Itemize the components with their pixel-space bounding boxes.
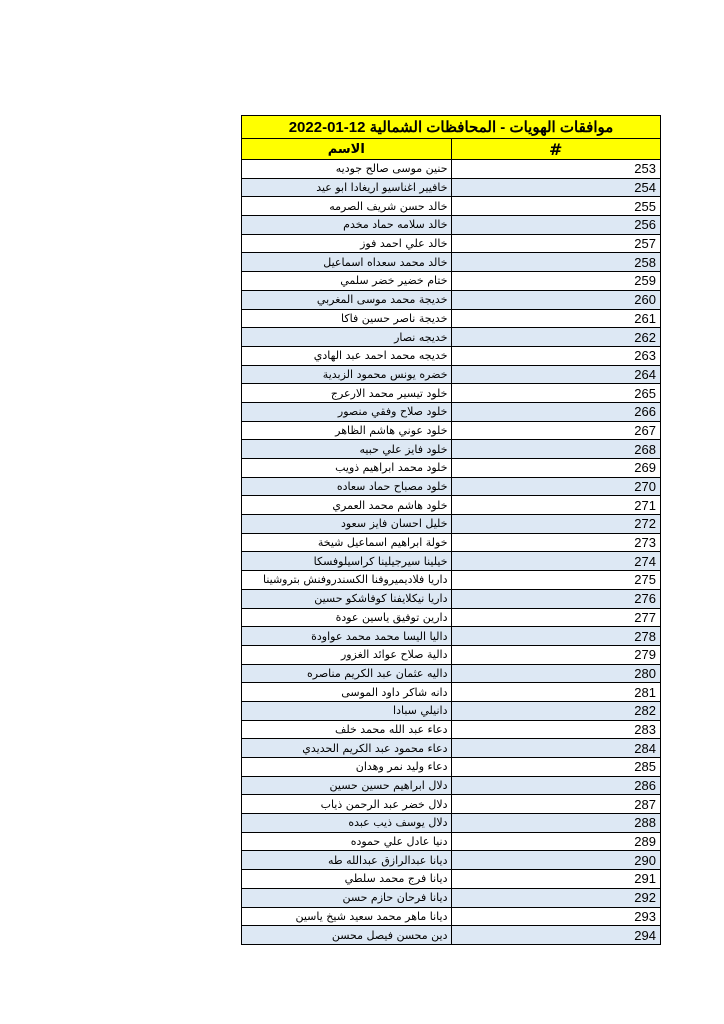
table-row <box>242 776 661 795</box>
table-row <box>242 496 661 515</box>
row-number: 290 <box>451 851 661 870</box>
row-number: 285 <box>451 758 661 777</box>
row-number: 287 <box>451 795 661 814</box>
table-row <box>242 328 661 347</box>
row-name: خلود فايز علي حبيه <box>242 440 452 459</box>
row-number: 282 <box>451 701 661 720</box>
table-row <box>242 421 661 440</box>
row-number: 264 <box>451 365 661 384</box>
row-name: ديانا ماهر محمد سعيد شيخ ياسين <box>242 907 452 926</box>
row-number: 253 <box>451 160 661 179</box>
row-number: 293 <box>451 907 661 926</box>
number-column-header: # <box>451 139 661 160</box>
row-number: 286 <box>451 776 661 795</box>
row-number: 268 <box>451 440 661 459</box>
table-row <box>242 440 661 459</box>
row-number: 270 <box>451 477 661 496</box>
row-name: خالد حسن شريف الصرمه <box>242 197 452 216</box>
table-row <box>242 832 661 851</box>
row-number: 266 <box>451 402 661 421</box>
row-name: دلال ابراهيم حسين حسين <box>242 776 452 795</box>
table-row <box>242 645 661 664</box>
table-row <box>242 926 661 945</box>
table-row <box>242 739 661 758</box>
table-row <box>242 758 661 777</box>
row-name: دين محسن فيصل محسن <box>242 926 452 945</box>
table-row <box>242 515 661 534</box>
row-name: دعاء محمود عبد الكريم الحديدي <box>242 739 452 758</box>
row-name: خالد علي احمد فوز <box>242 234 452 253</box>
row-number: 289 <box>451 832 661 851</box>
row-name: داريا نيكلايفنا كوفاشكو حسين <box>242 589 452 608</box>
table-row <box>242 459 661 478</box>
row-number: 257 <box>451 234 661 253</box>
row-name: خلود تيسير محمد الارعرج <box>242 384 452 403</box>
row-number: 269 <box>451 459 661 478</box>
row-number: 278 <box>451 627 661 646</box>
table-row <box>242 365 661 384</box>
row-name: دارين توفيق ياسين عودة <box>242 608 452 627</box>
row-number: 261 <box>451 309 661 328</box>
row-number: 255 <box>451 197 661 216</box>
row-number: 277 <box>451 608 661 627</box>
table-row <box>242 608 661 627</box>
row-name: خالد سلامه حماد مخدم <box>242 216 452 235</box>
row-number: 279 <box>451 645 661 664</box>
row-name: دانيلي سبادا <box>242 701 452 720</box>
row-number: 263 <box>451 346 661 365</box>
row-name: خديجه محمد احمد عبد الهادي <box>242 346 452 365</box>
table-row <box>242 552 661 571</box>
row-number: 272 <box>451 515 661 534</box>
row-name: دعاء عبد الله محمد خلف <box>242 720 452 739</box>
table-row <box>242 627 661 646</box>
row-number: 259 <box>451 272 661 291</box>
table-row <box>242 477 661 496</box>
table-row <box>242 701 661 720</box>
row-name: خالد محمد سعداه اسماعيل <box>242 253 452 272</box>
row-name: ديانا عبدالرازق عبدالله طه <box>242 851 452 870</box>
table-row <box>242 589 661 608</box>
row-name: دعاء وليد نمر وهدان <box>242 758 452 777</box>
row-name: ختام خضير خضر سلمي <box>242 272 452 291</box>
row-number: 292 <box>451 888 661 907</box>
row-name: خولة ابراهيم اسماعيل شيخة <box>242 533 452 552</box>
row-number: 265 <box>451 384 661 403</box>
table-row <box>242 907 661 926</box>
title-row <box>242 116 661 139</box>
row-name: خديجة ناصر حسين فاكا <box>242 309 452 328</box>
row-name: خضره يونس محمود الزبدية <box>242 365 452 384</box>
row-name: خلود عوني هاشم الظاهر <box>242 421 452 440</box>
table-row <box>242 216 661 235</box>
row-name: خافيير اغناسيو اريغادا ابو عيد <box>242 178 452 197</box>
table-row <box>242 346 661 365</box>
row-name: خديجه نصار <box>242 328 452 347</box>
table-row <box>242 571 661 590</box>
row-number: 258 <box>451 253 661 272</box>
table-row <box>242 384 661 403</box>
approvals-table <box>241 115 661 945</box>
table-row <box>242 160 661 179</box>
name-column-header: الاسم <box>242 139 452 160</box>
row-number: 276 <box>451 589 661 608</box>
table-row <box>242 234 661 253</box>
table-title: موافقات الهويات - المحافظات الشمالية 12-01-2022 <box>242 116 661 139</box>
row-number: 280 <box>451 664 661 683</box>
table-row <box>242 197 661 216</box>
row-name: ديانا فرج محمد سلطي <box>242 870 452 889</box>
table-row <box>242 870 661 889</box>
table-row <box>242 253 661 272</box>
row-name: دلال يوسف ذيب عبده <box>242 814 452 833</box>
row-number: 273 <box>451 533 661 552</box>
table-row <box>242 720 661 739</box>
row-number: 288 <box>451 814 661 833</box>
table-row <box>242 178 661 197</box>
row-name: داريا فلاديميروفنا الكسندروفنش بتروشينا <box>242 571 452 590</box>
row-number: 291 <box>451 870 661 889</box>
row-name: خليل احسان فايز سعود <box>242 515 452 534</box>
header-row <box>242 139 661 160</box>
table-row <box>242 402 661 421</box>
row-number: 271 <box>451 496 661 515</box>
row-number: 256 <box>451 216 661 235</box>
table-row <box>242 290 661 309</box>
row-number: 294 <box>451 926 661 945</box>
row-name: داليه عثمان عبد الكريم مناصره <box>242 664 452 683</box>
row-name: خلود محمد ابراهيم ذويب <box>242 459 452 478</box>
row-number: 262 <box>451 328 661 347</box>
row-number: 283 <box>451 720 661 739</box>
row-name: خلود مصباح حماد سعاده <box>242 477 452 496</box>
row-name: خلود هاشم محمد العمري <box>242 496 452 515</box>
row-number: 275 <box>451 571 661 590</box>
row-name: دالية صلاح عوائد الغزور <box>242 645 452 664</box>
table-row <box>242 888 661 907</box>
row-number: 281 <box>451 683 661 702</box>
row-name: دانه شاكر داود الموسى <box>242 683 452 702</box>
row-name: داليا اليسا محمد محمد عواودة <box>242 627 452 646</box>
row-name: دلال خضر عبد الرحمن ذياب <box>242 795 452 814</box>
table-row <box>242 272 661 291</box>
table-row <box>242 309 661 328</box>
row-number: 254 <box>451 178 661 197</box>
row-number: 274 <box>451 552 661 571</box>
row-number: 267 <box>451 421 661 440</box>
table-row <box>242 814 661 833</box>
row-name: خيلينا سيرجيلينا كراسيلوفسكا <box>242 552 452 571</box>
table-row <box>242 664 661 683</box>
table-row <box>242 851 661 870</box>
row-name: خلود صلاح وفقي منصور <box>242 402 452 421</box>
row-name: حنين موسى صالح جوديه <box>242 160 452 179</box>
row-number: 284 <box>451 739 661 758</box>
row-name: ديانا فرحان حازم حسن <box>242 888 452 907</box>
table-row <box>242 533 661 552</box>
table-row <box>242 683 661 702</box>
row-number: 260 <box>451 290 661 309</box>
row-name: دنيا عادل علي حموده <box>242 832 452 851</box>
row-name: خديجة محمد موسى المغربي <box>242 290 452 309</box>
table-row <box>242 795 661 814</box>
